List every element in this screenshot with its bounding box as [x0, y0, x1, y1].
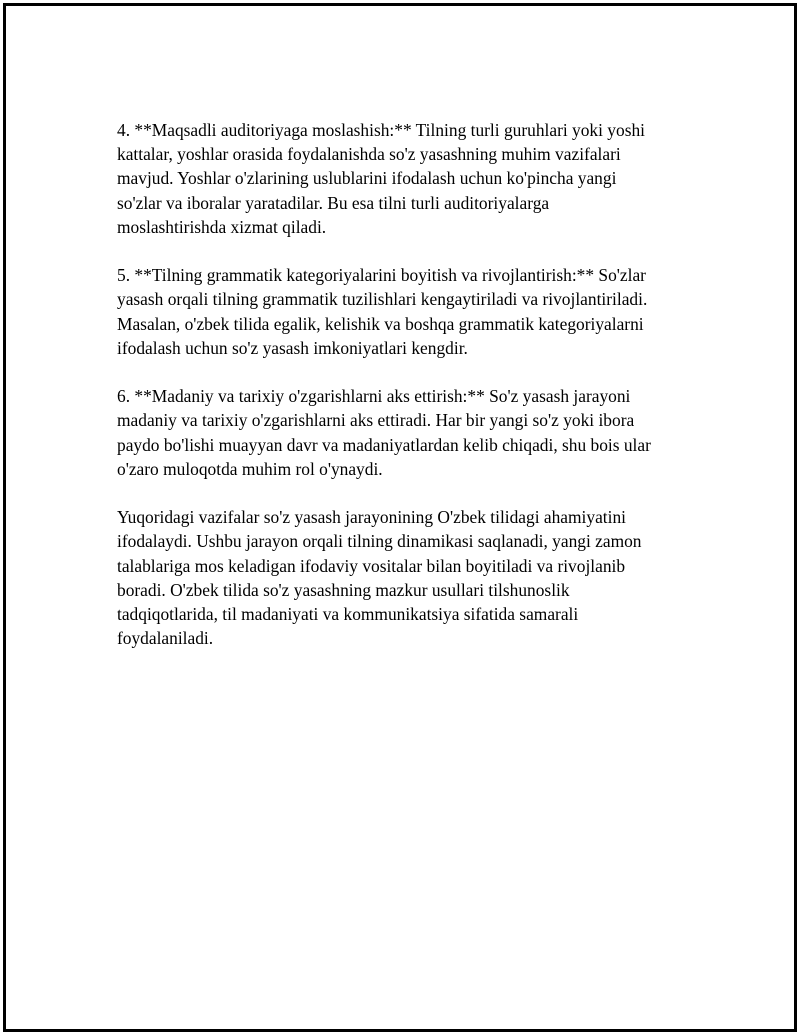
paragraph-conclusion: Yuqoridagi vazifalar so'z yasash jarayonining O'zbek tilidagi ahamiyatini ifodalaydi. Ushbu jarayon orqali tilning dinamikasi saqlanadi, yangi zamon talablariga mos keladigan ifodaviy vositalar bilan boyitiladi va rivojlanib boradi. O'zbek tilida so'z yasashning mazkur usullari tilshunoslik tadqiqotlarida, til madaniyati va kommunikatsiya sifatida samarali foydalaniladi.	[117, 507, 642, 649]
paragraph-cultural-historical-changes: 6. **Madaniy va tarixiy o'zgarishlarni aks ettirish:** So'z yasash jarayoni madaniy va tarixiy o'zgarishlarni aks ettiradi. Har bir yangi so'z yoki ibora paydo bo'lishi muayyan davr va madaniyatlardan kelib chiqadi, shu bois ular o'zaro muloqotda muhim rol o'ynaydi.	[117, 386, 651, 479]
paragraph-grammatical-categories: 5. **Tilning grammatik kategoriyalarini boyitish va rivojlantirish:** So'zlar yasash orqali tilning grammatik tuzilishlari kengaytiriladi va rivojlantiriladi. Masalan, o'zbek tilida egalik, kelishik va boshqa grammatik kategoriyalarni ifodalash uchun so'z yasash imkoniyatlari kengdir.	[117, 265, 648, 358]
document-body	[117, 118, 697, 675]
paragraph-audience-adaptation: 4. **Maqsadli auditoriyaga moslashish:** Tilning turli guruhlari yoki yoshi kattalar, yoshlar orasida foydalanishda so'z yasashning muhim vazifalari mavjud. Yoshlar o'zlarining uslublarini ifodalash uchun ko'pincha yangi so'zlar va iboralar yaratadilar. Bu esa tilni turli auditoriyalarga moslashtirishda xizmat qiladi.	[117, 120, 645, 237]
